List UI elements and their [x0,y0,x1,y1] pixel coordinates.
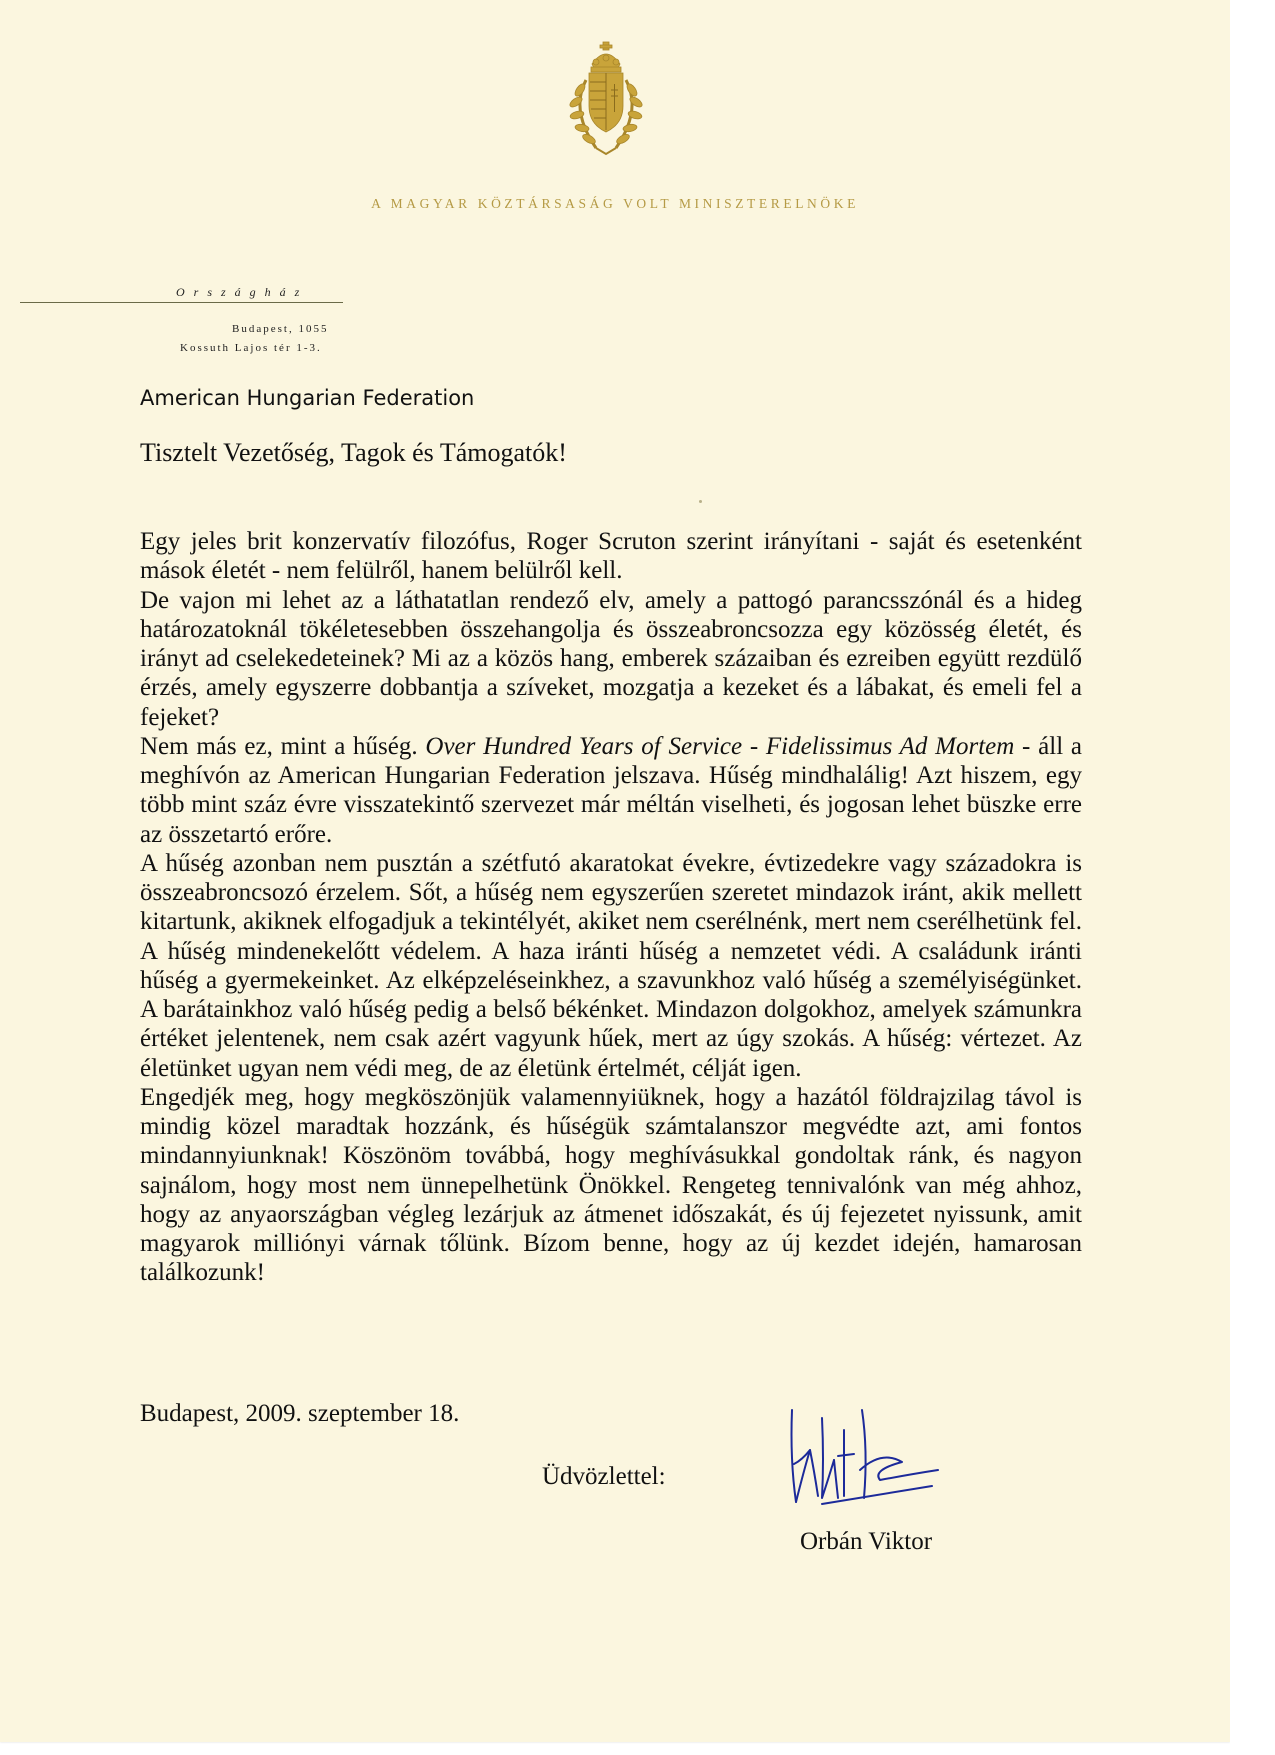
scan-margin [1230,0,1275,1755]
motto: Over Hundred Years of Service - Fidelissimus Ad Mortem - [425,732,1031,760]
address-building: Országház [176,285,309,299]
paragraph-3-start: Nem más ez, mint a hűség. [140,732,418,760]
paragraph-3-end: áll a meghívón az American Hungarian Federation jelszava. Hűség mindhalálig! Azt hiszem, egy több mint száz évre visszatekintő szervezet már méltán viselheti, és jogosan lehet büszke erre az összetartó erőre. [140,732,1083,848]
address-city: Budapest, 1055 [232,323,329,335]
office-title: A MAGYAR KÖZTÁRSASÁG VOLT MINISZTERELNÖKE [371,196,859,211]
paragraph-5: Engedjék meg, hogy megköszönjük valamennyiüknek, hogy a hazától földrajzilag távol is mindig közel maradtak hozzánk, és hűségük számtalanszor megvédte azt, ami fontos mindannyiunknak! Köszönöm továbbá, hogy meghívásukkal gondoltak ránk, és nagyon sajnálom, hogy most nem ünnepelhetünk Önökkel. Rengeteg tennivalónk van még ahhoz, hogy az anyaországban végleg lezárjuk az átmenet időszakát, és új fejezetet nyissunk, amit magyarok milliónyi várnak tőlünk. Bízom benne, hogy az új kezdet idején, hamarosan találkozunk! [140,1083,1082,1287]
signer-name: Orbán Viktor [800,1528,933,1555]
address-street: Kossuth Lajos tér 1-3. [180,342,322,354]
paper-speck [699,500,702,503]
closing: Üdvözlettel: [542,1463,666,1490]
recipient-name: American Hungarian Federation [140,386,475,410]
paragraph-3 [140,732,1082,849]
coat-of-arms-icon [556,40,656,162]
paragraph-2: De vajon mi lehet az a láthatatlan rendező elv, amely a pattogó parancsszónál és a hideg határozatoknál tökéletesebben összehangolja és összeabroncsozza egy közösség életét, és irányt ad cselekedeteinek? Mi az a közös hang, emberek százaiban és ezreiben együtt rezdülő érzés, amely egyszerre dobbantja a szíveket, mozgatja a kezeket és a lábakat, és emeli fel a fejeket? [140,586,1082,731]
paragraph-4: A hűség azonban nem pusztán a szétfutó akaratokat évekre, évtizedekre vagy századokra is összeabroncsozó érzelem. Sőt, a hűség nem egyszerűen szeretet mindazok iránt, akik mellett kitartunk, akiknek elfogadjuk a tekintélyét, akiket nem cserélnénk, mert nem cserélhetünk fel. A hűség mindenekelőtt védelem. A haza iránti hűség a nemzetet védi. A családunk iránti hűség a gyermekeinket. Az elképzeléseinkhez, a szavunkhoz való hűség a személyiségünket. A barátainkhoz való hűség pedig a belső békénket. Mindazon dolgokhoz, amelyek számunkra értéket jelentenek, nem csak azért vagyunk hűek, mert az úgy szokás. A hűség: vértezet. Az életünket ugyan nem védi meg, de az életünk értelmét, célját igen. [140,849,1082,1082]
letter-body [140,527,1082,1288]
salutation: Tisztelt Vezetőség, Tagok és Támogatók! [140,438,567,467]
handwritten-signature [782,1400,942,1510]
address-divider [20,302,343,303]
paragraph-1: Egy jeles brit konzervatív filozófus, Roger Scruton szerint irányítani - saját és esetenként mások életét - nem felülről, hanem belülről kell. [140,528,1082,585]
date-place: Budapest, 2009. szeptember 18. [140,1400,460,1427]
